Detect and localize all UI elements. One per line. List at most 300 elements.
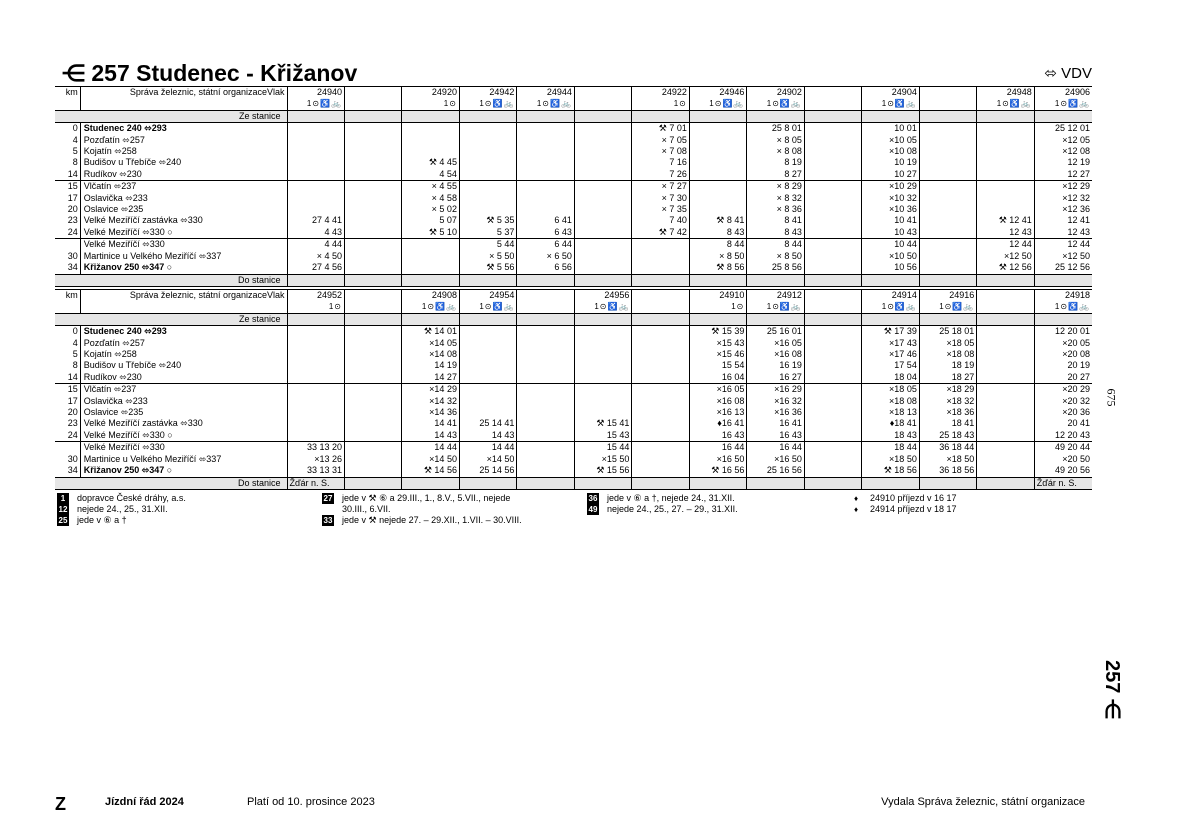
station-row bbox=[55, 465, 1092, 477]
departure-time: ♦18 41 bbox=[862, 418, 919, 429]
station-name: Oslavička ⬄233 bbox=[80, 193, 287, 204]
departure-time bbox=[804, 407, 861, 418]
train-symbols bbox=[517, 301, 574, 313]
departure-time bbox=[977, 169, 1034, 181]
blank bbox=[804, 313, 861, 325]
blank bbox=[977, 313, 1034, 325]
train-number: 24902 bbox=[747, 87, 804, 99]
departure-time: ×18 50 bbox=[919, 454, 976, 465]
station-km: 30 bbox=[67, 250, 78, 261]
departure-time: ⚒ 15 41 bbox=[574, 418, 631, 429]
departure-time: ♦16 41 bbox=[689, 418, 746, 429]
departure-time: 25 12 01 bbox=[1034, 123, 1092, 135]
train-number: 24906 bbox=[1034, 87, 1092, 99]
departure-time bbox=[287, 372, 344, 384]
footnote bbox=[587, 504, 738, 515]
departure-time: 6 43 bbox=[517, 227, 574, 239]
departure-time bbox=[517, 407, 574, 418]
departure-time: × 6 50 bbox=[517, 251, 574, 262]
blank bbox=[919, 313, 976, 325]
train-symbols: 1⊙ bbox=[402, 98, 459, 110]
departure-time bbox=[689, 193, 746, 204]
departure-time: 14 27 bbox=[402, 372, 459, 384]
train-symbol-row bbox=[55, 301, 1092, 313]
destination bbox=[344, 477, 401, 489]
departure-time: ×12 32 bbox=[1034, 193, 1092, 204]
departure-time bbox=[804, 169, 861, 181]
station-row bbox=[55, 251, 1092, 262]
blank bbox=[632, 313, 689, 325]
station-name: Rudíkov ⬄230 bbox=[80, 372, 287, 384]
departure-time bbox=[689, 181, 746, 193]
departure-time: ⚒ 18 56 bbox=[862, 465, 919, 477]
train-symbols bbox=[804, 301, 861, 313]
departure-time bbox=[344, 326, 401, 338]
destination bbox=[804, 274, 861, 286]
departure-time: ⚒ 5 35 bbox=[459, 215, 516, 226]
train-number: 24942 bbox=[459, 87, 516, 99]
train-symbols: 1⊙♿🚲 bbox=[862, 301, 919, 313]
departure-time: 4 44 bbox=[287, 239, 344, 251]
departure-time bbox=[632, 407, 689, 418]
departure-time bbox=[804, 262, 861, 274]
departure-time: 16 41 bbox=[747, 418, 804, 429]
departure-time bbox=[977, 396, 1034, 407]
departure-time bbox=[344, 181, 401, 193]
departure-time bbox=[517, 349, 574, 360]
departure-time: 12 43 bbox=[1034, 227, 1092, 239]
departure-time bbox=[574, 262, 631, 274]
departure-time bbox=[344, 349, 401, 360]
departure-time: 15 43 bbox=[574, 430, 631, 442]
departure-time bbox=[632, 442, 689, 454]
departure-time bbox=[919, 135, 976, 146]
blank bbox=[574, 110, 631, 122]
departure-time: ⚒ 5 10 bbox=[402, 227, 459, 239]
departure-time bbox=[517, 418, 574, 429]
departure-time: 18 41 bbox=[919, 418, 976, 429]
departure-time: ⚒ 7 01 bbox=[632, 123, 689, 135]
destination bbox=[632, 477, 689, 489]
departure-time: 6 41 bbox=[517, 215, 574, 226]
station-km: 15 bbox=[55, 181, 80, 193]
carrier-header bbox=[80, 290, 287, 302]
station-km: 23 bbox=[67, 418, 78, 429]
station-km: 23 bbox=[67, 215, 78, 226]
departure-time bbox=[517, 454, 574, 465]
departure-time bbox=[977, 326, 1034, 338]
departure-time: ×12 50 bbox=[977, 251, 1034, 262]
train-number: 24916 bbox=[919, 290, 976, 302]
departure-time bbox=[287, 418, 344, 429]
notes-col-2 bbox=[322, 493, 522, 526]
train-number: 24918 bbox=[1034, 290, 1092, 302]
departure-time: 12 41 bbox=[1034, 215, 1092, 226]
departure-time bbox=[517, 169, 574, 181]
station-km: 30 bbox=[67, 453, 78, 464]
departure-time: 36 18 56 bbox=[919, 465, 976, 477]
station-name: Velké Meziříčí ⬄330 ○ bbox=[80, 227, 287, 239]
blank bbox=[1034, 110, 1092, 122]
departure-time bbox=[287, 360, 344, 371]
departure-time bbox=[517, 146, 574, 157]
departure-time bbox=[287, 204, 344, 215]
departure-time bbox=[919, 227, 976, 239]
departure-time: 18 19 bbox=[919, 360, 976, 371]
departure-time: ×20 36 bbox=[1034, 407, 1092, 418]
station-name: Pozďatín ⬄257 bbox=[80, 338, 287, 349]
station-row bbox=[55, 135, 1092, 146]
departure-time: 25 14 56 bbox=[459, 465, 516, 477]
departure-time: ⚒ 14 01 bbox=[402, 326, 459, 338]
station-km: 8 bbox=[72, 157, 78, 168]
departure-time bbox=[459, 338, 516, 349]
departure-time bbox=[574, 157, 631, 168]
blank bbox=[574, 313, 631, 325]
departure-time bbox=[459, 146, 516, 157]
departure-time bbox=[287, 349, 344, 360]
footer-title: Jízdní řád 2024 bbox=[105, 796, 184, 808]
departure-time bbox=[977, 407, 1034, 418]
departure-time bbox=[344, 251, 401, 262]
departure-time: ×14 50 bbox=[402, 454, 459, 465]
departure-time: ×12 36 bbox=[1034, 204, 1092, 215]
departure-time: ×16 08 bbox=[747, 349, 804, 360]
departure-time bbox=[517, 123, 574, 135]
departure-time bbox=[287, 430, 344, 442]
station-name: Rudíkov ⬄230 bbox=[80, 169, 287, 181]
station-row bbox=[55, 418, 1092, 429]
station-km: 34 bbox=[67, 465, 78, 476]
departure-time: ×20 08 bbox=[1034, 349, 1092, 360]
departure-time bbox=[804, 465, 861, 477]
departure-time bbox=[977, 181, 1034, 193]
page-title: ⋲ 257 Studenec - Křižanov bbox=[62, 60, 358, 86]
departure-time bbox=[632, 251, 689, 262]
departure-time: 12 43 bbox=[977, 227, 1034, 239]
blank bbox=[804, 110, 861, 122]
departure-time: 4 43 bbox=[287, 227, 344, 239]
departure-time bbox=[344, 465, 401, 477]
blank bbox=[80, 98, 287, 110]
blank bbox=[747, 313, 804, 325]
departure-time: 10 43 bbox=[862, 227, 919, 239]
departure-time: 5 07 bbox=[402, 215, 459, 226]
departure-time: ×14 36 bbox=[402, 407, 459, 418]
station-row bbox=[55, 123, 1092, 135]
departure-time: 5 37 bbox=[459, 227, 516, 239]
departure-time bbox=[402, 146, 459, 157]
departure-time: × 8 32 bbox=[747, 193, 804, 204]
departure-time: 18 43 bbox=[862, 430, 919, 442]
footnote-text: jede v ⑥ a † bbox=[77, 515, 127, 525]
footnote-mark: 36 bbox=[588, 494, 598, 503]
destination bbox=[689, 477, 746, 489]
departure-time: ×20 50 bbox=[1034, 454, 1092, 465]
departure-time bbox=[517, 135, 574, 146]
station-km: 24 bbox=[67, 429, 78, 440]
train-number bbox=[517, 290, 574, 302]
departure-time bbox=[344, 372, 401, 384]
destination bbox=[402, 477, 459, 489]
station-name: Pozďatín ⬄257 bbox=[80, 135, 287, 146]
carrier-label: Správa železnic, státní organizace bbox=[129, 290, 267, 300]
departure-time bbox=[344, 407, 401, 418]
page-number: 675 bbox=[1104, 388, 1119, 407]
departure-time bbox=[344, 262, 401, 274]
destination bbox=[919, 274, 976, 286]
departure-time: ×12 05 bbox=[1034, 135, 1092, 146]
departure-time: 27 4 41 bbox=[287, 215, 344, 226]
departure-time: ×18 05 bbox=[919, 338, 976, 349]
departure-time bbox=[287, 157, 344, 168]
station-km: 0 bbox=[72, 123, 78, 134]
departure-time: 10 56 bbox=[862, 262, 919, 274]
departure-time: ×16 13 bbox=[689, 407, 746, 418]
departure-time bbox=[804, 360, 861, 371]
departure-time: 8 44 bbox=[747, 239, 804, 251]
footer-publisher: Vydala Správa železnic, státní organizace bbox=[881, 796, 1085, 808]
departure-time: ⚒ 7 42 bbox=[632, 227, 689, 239]
train-number: 24952 bbox=[287, 290, 344, 302]
departure-time: 16 04 bbox=[689, 372, 746, 384]
departure-time bbox=[344, 396, 401, 407]
departure-time bbox=[574, 169, 631, 181]
departure-time: 12 27 bbox=[1034, 169, 1092, 181]
departure-time: 25 18 43 bbox=[919, 430, 976, 442]
departure-time bbox=[459, 384, 516, 396]
departure-time: 27 4 56 bbox=[287, 262, 344, 274]
destination bbox=[862, 477, 919, 489]
train-number bbox=[804, 87, 861, 99]
departure-time bbox=[344, 146, 401, 157]
train-number bbox=[804, 290, 861, 302]
station-km: 20 bbox=[67, 407, 78, 418]
departure-time bbox=[459, 123, 516, 135]
station-name: Velké Meziříčí ⬄330 bbox=[80, 239, 287, 251]
departure-time: 10 01 bbox=[862, 123, 919, 135]
footnote bbox=[322, 515, 522, 526]
departure-time bbox=[977, 338, 1034, 349]
departure-time: 18 27 bbox=[919, 372, 976, 384]
train-symbols: 1⊙♿🚲 bbox=[1034, 301, 1092, 313]
footnote-mark: 1 bbox=[57, 493, 69, 504]
departure-time: 25 16 01 bbox=[747, 326, 804, 338]
departure-time bbox=[804, 251, 861, 262]
departure-time bbox=[804, 157, 861, 168]
departure-time: × 7 30 bbox=[632, 193, 689, 204]
departure-time: ×10 36 bbox=[862, 204, 919, 215]
departure-time bbox=[459, 407, 516, 418]
departure-time: ×10 32 bbox=[862, 193, 919, 204]
blank bbox=[402, 313, 459, 325]
departure-time: 16 44 bbox=[747, 442, 804, 454]
departure-time bbox=[919, 157, 976, 168]
departure-time: 10 19 bbox=[862, 157, 919, 168]
station-name: Budišov u Třebíče ⬄240 bbox=[80, 157, 287, 168]
departure-time bbox=[632, 396, 689, 407]
station-row bbox=[55, 442, 1092, 454]
departure-time bbox=[574, 215, 631, 226]
footnote bbox=[587, 493, 738, 504]
departure-time: ×15 43 bbox=[689, 338, 746, 349]
departure-time bbox=[977, 204, 1034, 215]
train-number bbox=[344, 290, 401, 302]
departure-time bbox=[344, 454, 401, 465]
departure-time bbox=[574, 407, 631, 418]
departure-time bbox=[804, 349, 861, 360]
departure-time bbox=[632, 454, 689, 465]
footnote bbox=[322, 493, 522, 504]
departure-time: × 8 36 bbox=[747, 204, 804, 215]
departure-time: 14 41 bbox=[402, 418, 459, 429]
departure-time: ×14 32 bbox=[402, 396, 459, 407]
departure-time: 17 54 bbox=[862, 360, 919, 371]
departure-time bbox=[287, 181, 344, 193]
destination bbox=[747, 477, 804, 489]
departure-time bbox=[574, 251, 631, 262]
station-km bbox=[55, 442, 80, 454]
station-km: 14 bbox=[67, 371, 78, 382]
destination bbox=[459, 477, 516, 489]
departure-time: ⚒ 16 56 bbox=[689, 465, 746, 477]
station-row bbox=[55, 326, 1092, 338]
departure-time: ×16 50 bbox=[689, 454, 746, 465]
notes-col-1 bbox=[57, 493, 186, 526]
timetable-1 bbox=[55, 86, 1092, 287]
departure-time bbox=[632, 360, 689, 371]
departure-time: 4 54 bbox=[402, 169, 459, 181]
departure-time bbox=[402, 123, 459, 135]
departure-time bbox=[344, 227, 401, 239]
blank bbox=[862, 313, 919, 325]
train-number bbox=[574, 87, 631, 99]
departure-time bbox=[977, 349, 1034, 360]
departure-time bbox=[689, 204, 746, 215]
ze-stanice-row bbox=[55, 313, 1092, 325]
departure-time: 20 19 bbox=[1034, 360, 1092, 371]
departure-time bbox=[459, 193, 516, 204]
departure-time bbox=[977, 384, 1034, 396]
blank bbox=[689, 110, 746, 122]
departure-time: 20 27 bbox=[1034, 372, 1092, 384]
departure-time bbox=[344, 169, 401, 181]
departure-time: ⚒ 8 56 bbox=[689, 262, 746, 274]
destination: Žďár n. S. bbox=[287, 477, 344, 489]
departure-time bbox=[804, 204, 861, 215]
departure-time: 12 19 bbox=[1034, 157, 1092, 168]
footnote-text: jede v ⑥ a †, nejede 24., 31.XII. bbox=[607, 493, 735, 503]
train-symbols: 1⊙ bbox=[632, 98, 689, 110]
departure-time bbox=[517, 430, 574, 442]
footnote bbox=[57, 493, 186, 504]
station-km: 20 bbox=[67, 204, 78, 215]
departure-time: 33 13 20 bbox=[287, 442, 344, 454]
blank bbox=[402, 110, 459, 122]
departure-time bbox=[344, 338, 401, 349]
footnote bbox=[322, 504, 522, 515]
departure-time: 49 20 44 bbox=[1034, 442, 1092, 454]
station-row bbox=[55, 430, 1092, 442]
departure-time bbox=[977, 418, 1034, 429]
footnote-text: nejede 24., 25., 31.XII. bbox=[77, 504, 168, 514]
departure-time bbox=[517, 204, 574, 215]
departure-time bbox=[517, 157, 574, 168]
vdv-label: ⬄ VDV bbox=[1044, 65, 1092, 82]
destination bbox=[517, 477, 574, 489]
destination bbox=[977, 274, 1034, 286]
departure-time bbox=[574, 338, 631, 349]
train-symbols: 1⊙♿🚲 bbox=[747, 301, 804, 313]
departure-time bbox=[804, 146, 861, 157]
departure-time: × 8 50 bbox=[747, 251, 804, 262]
departure-time: 33 13 31 bbox=[287, 465, 344, 477]
departure-time: ⚒ 14 56 bbox=[402, 465, 459, 477]
departure-time bbox=[632, 262, 689, 274]
footnote bbox=[57, 504, 186, 515]
footer-valid: Platí od 10. prosince 2023 bbox=[247, 796, 375, 808]
footnote-text: 24914 příjezd v 18 17 bbox=[870, 504, 957, 514]
do-stanice-row bbox=[55, 477, 1092, 489]
departure-time bbox=[517, 396, 574, 407]
train-symbols: 1⊙♿🚲 bbox=[287, 98, 344, 110]
departure-time bbox=[804, 135, 861, 146]
departure-time bbox=[574, 239, 631, 251]
vlak-label: Vlak bbox=[266, 87, 285, 97]
vlak-label: Vlak bbox=[266, 290, 285, 300]
departure-time bbox=[344, 430, 401, 442]
destination bbox=[977, 477, 1034, 489]
departure-time bbox=[804, 442, 861, 454]
departure-time bbox=[287, 396, 344, 407]
departure-time bbox=[459, 349, 516, 360]
departure-time: 8 44 bbox=[689, 239, 746, 251]
departure-time: 14 44 bbox=[402, 442, 459, 454]
departure-time bbox=[459, 326, 516, 338]
train-number: 24910 bbox=[689, 290, 746, 302]
blank bbox=[287, 110, 344, 122]
station-name: Velké Meziříčí zastávka ⬄330 bbox=[80, 418, 287, 429]
departure-time bbox=[919, 193, 976, 204]
departure-time bbox=[632, 418, 689, 429]
departure-time: ×16 50 bbox=[747, 454, 804, 465]
departure-time bbox=[344, 360, 401, 371]
footnote-text: jede v ⚒ nejede 27. – 29.XII., 1.VII. – 30.VIII. bbox=[342, 515, 522, 525]
departure-time: × 8 08 bbox=[747, 146, 804, 157]
departure-time bbox=[689, 169, 746, 181]
departure-time bbox=[919, 251, 976, 262]
footnote-text: nejede 24., 25., 27. – 29., 31.XII. bbox=[607, 504, 738, 514]
departure-time bbox=[919, 239, 976, 251]
station-name: Martinice u Velkého Meziříčí ⬄337 bbox=[80, 251, 287, 262]
ze-stanice-label: Ze stanice bbox=[55, 313, 287, 325]
carrier-header bbox=[80, 87, 287, 99]
train-symbols: 1⊙♿🚲 bbox=[459, 301, 516, 313]
departure-time: 12 44 bbox=[1034, 239, 1092, 251]
station-name: Kojatín ⬄258 bbox=[80, 349, 287, 360]
departure-time: 7 26 bbox=[632, 169, 689, 181]
departure-time bbox=[804, 396, 861, 407]
departure-time: 6 44 bbox=[517, 239, 574, 251]
footnote bbox=[850, 504, 957, 515]
destination bbox=[804, 477, 861, 489]
station-name: Vlčatín ⬄237 bbox=[80, 181, 287, 193]
destination bbox=[574, 274, 631, 286]
departure-time bbox=[574, 384, 631, 396]
station-name: Budišov u Třebíče ⬄240 bbox=[80, 360, 287, 371]
departure-time: × 8 50 bbox=[689, 251, 746, 262]
destination bbox=[459, 274, 516, 286]
